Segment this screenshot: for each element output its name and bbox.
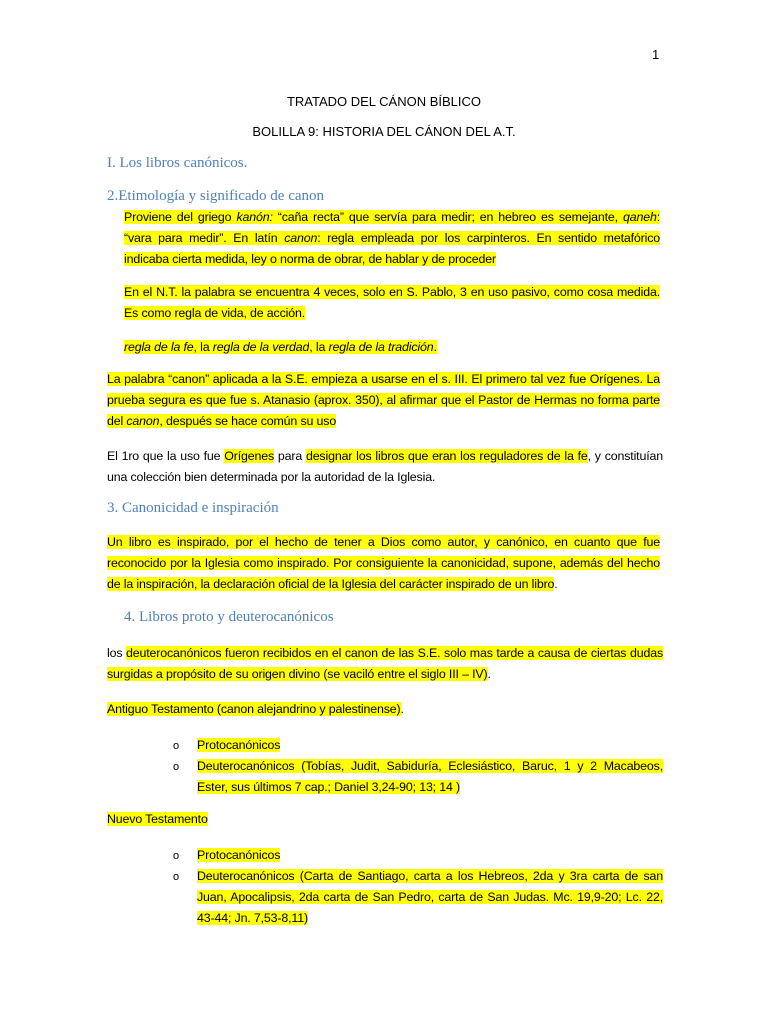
hl-text: , después se hace común su uso xyxy=(159,414,337,428)
plain-text: para xyxy=(274,449,306,463)
plain-text: . xyxy=(487,667,491,681)
plain-text: . xyxy=(554,577,558,591)
paragraph-rules xyxy=(124,337,660,358)
nt-item-deuterocanonicos xyxy=(197,866,663,929)
plain-text: . xyxy=(400,702,404,716)
hl-text: Proviene del griego xyxy=(124,210,237,224)
document-subtitle: BOLILLA 9: HISTORIA DEL CÁNON DEL A.T. xyxy=(252,124,516,139)
plain-text: El 1ro que la uso fue xyxy=(107,449,225,463)
section-heading-2: 2.Etimología y significado de canon xyxy=(107,188,325,204)
hl-text: En el N.T. la palabra se encuentra 4 veces, solo en S. Pablo, 3 en uso pasivo, como cosa medida. Es como regla de vida, de acción. xyxy=(124,285,660,320)
hl-text: Protocanónicos xyxy=(197,848,281,862)
nt-item-protocanonicos xyxy=(197,845,663,866)
hl-text: designar los libros que eran los reguladores de la fe xyxy=(305,449,588,463)
at-item-deuterocanonicos xyxy=(197,756,663,798)
hl-text-italic: qaneh xyxy=(622,210,657,224)
paragraph-etymology xyxy=(124,207,660,270)
document-title: TRATADO DEL CÁNON BÍBLICO xyxy=(286,94,482,109)
plain-text: los xyxy=(107,646,127,660)
at-item-protocanonicos xyxy=(197,735,663,756)
hl-text: Un libro es inspirado, por el hecho de tener a Dios como autor, y canónico, en cuanto que fue reconocido por la Iglesia como inspirado. Por consiguiente la canonicidad, supone, además del hecho de la inspiración, la declaración oficial de la Iglesia del carácter inspirado de un libro xyxy=(107,535,660,591)
section-heading-3: 3. Canonicidad e inspiración xyxy=(107,500,279,516)
hl-text: : “vara para medir”. En latín xyxy=(124,210,660,245)
at-label xyxy=(107,699,663,720)
hl-text: Deuterocanónicos (Tobías, Judit, Sabiduría, Eclesiástico, Baruc, 1 y 2 Macabeos, Ester, sus últimos 7 cap.; Daniel 3,24-90; 13; 14 ) xyxy=(197,759,663,794)
hl-text: La palabra “canon” aplicada a la S.E. empieza a usarse en el s. III. El primero tal vez fue Orígenes. La prueba segura es que fue s. Atanasio (aprox. 350), al afirmar que el Pastor de Hermas no forma parte del xyxy=(107,372,660,428)
nt-label xyxy=(107,809,663,830)
hl-text: Orígenes xyxy=(224,449,275,463)
hl-text-italic: regla de la verdad xyxy=(212,340,310,354)
paragraph-first-use xyxy=(107,446,663,488)
hl-text: : regla empleada por los carpinteros. En sentido metafórico indicaba cierta medida, ley o norma de obrar, de hablar y de proceder xyxy=(124,231,661,266)
hl-text: Protocanónicos xyxy=(197,738,281,752)
paragraph-canon-usage xyxy=(107,369,660,432)
hl-text-italic: canon xyxy=(126,414,160,428)
hl-text-italic: regla de la tradición xyxy=(328,340,434,354)
hl-text: Antiguo Testamento (canon alejandrino y palestinense) xyxy=(107,702,401,716)
paragraph-deutero xyxy=(107,643,663,685)
plain-text: , y constituían una colección bien determinada por la autoridad de la Iglesia. xyxy=(107,449,663,484)
section-heading-1: I. Los libros canónicos. xyxy=(107,155,248,171)
hl-text-italic: regla de la fe xyxy=(124,340,194,354)
section-heading-4: 4. Libros proto y deuterocanónicos xyxy=(124,609,334,625)
hl-text-italic: kanón: xyxy=(236,210,273,224)
page-number: 1 xyxy=(652,47,660,62)
hl-text: “caña recta” que servía para medir; en hebreo es semejante, xyxy=(272,210,623,224)
hl-text: , la xyxy=(193,340,213,354)
bullet-icon: o xyxy=(173,740,180,752)
hl-text-italic: canon xyxy=(284,231,318,245)
hl-text: , la xyxy=(309,340,329,354)
hl-text: Deuterocanónicos (Carta de Santiago, carta a los Hebreos, 2da y 3ra carta de san Juan, Apocalipsis, 2da carta de San Pedro, carta de San Judas. Mc. 19,9-20; Lc. 22, 43-44; Jn. 7,53-8,11) xyxy=(197,869,663,925)
bullet-icon: o xyxy=(173,850,180,862)
hl-text: Nuevo Testamento xyxy=(107,812,208,826)
hl-text: deuterocanónicos fueron recibidos en el canon de las S.E. solo mas tarde a causa de ciertas dudas surgidas a propósito de su origen divino (se vaciló entre el siglo III – IV) xyxy=(107,646,663,681)
bullet-icon: o xyxy=(173,871,180,883)
paragraph-inspiration xyxy=(107,532,660,595)
paragraph-nt-usage xyxy=(124,282,660,324)
hl-text: . xyxy=(433,340,437,354)
bullet-icon: o xyxy=(173,761,180,773)
